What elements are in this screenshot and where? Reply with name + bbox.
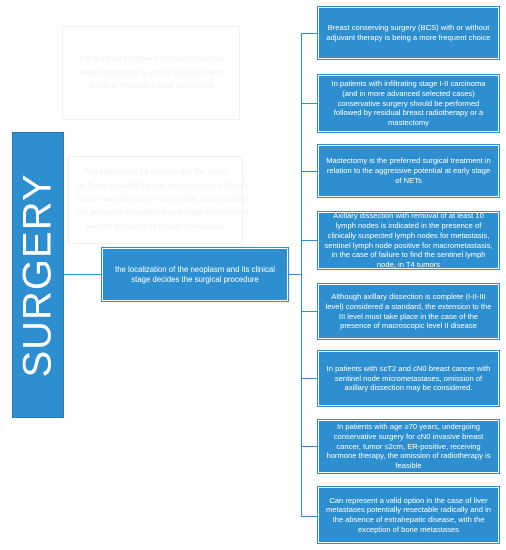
- faded-text-line: and the presence of distant metastases: [85, 222, 226, 232]
- root-box: [12, 132, 64, 418]
- connector-spine: [301, 33, 302, 517]
- faded-text-line: tumors and depend on tumor size, tumor location,: [77, 194, 254, 204]
- connector-option-2: [301, 103, 318, 104]
- faded-text-line: breast carcinoma is similar to that of other: [76, 67, 226, 77]
- faded-box-2: [68, 156, 254, 244]
- faded-text-line: The surgical treatment of neuroendocrine: [77, 53, 225, 63]
- faded-text-line: forms of invasive breast carcinoma: [89, 81, 213, 91]
- connector-option-5: [301, 311, 318, 312]
- connector-center-to-spine: [288, 274, 302, 275]
- option-box-5: Although axillary dissection is complete (I-II-III level) considered a standard, the extension to the III level must take place in the case of the presence of macroscopic level II disease: [318, 284, 499, 339]
- faded-text-line: the presence of axillary lymph node involvement: [77, 208, 248, 218]
- root-label: SURGERY: [15, 172, 60, 378]
- connector-option-8: [301, 516, 318, 517]
- faded-text-line: The indications for surgery are the same: [83, 167, 228, 176]
- center-box: the localization of the neoplasm and its clinical stage decides the surgical procedure: [102, 248, 288, 301]
- connector-option-3: [301, 171, 318, 172]
- connector-option-6: [301, 378, 318, 379]
- connector-option-7: [301, 446, 318, 447]
- connector-root-to-center: [64, 274, 102, 275]
- option-box-2: In patients with infiltrating stage I-II carcinoma (and in more advanced selected cases) conservative surgery should be performed followed by residual breast radiotherapy or a mastectomy: [318, 75, 499, 132]
- faded-text-line: as those adopted for non neuroendocrine breast: [77, 180, 248, 190]
- faded-box-1: [62, 26, 240, 120]
- option-box-4: Axillary dissection with removal of at least 10 lymph nodes is indicated in the presence of clinically suspected lymph nodes for metastasis, sentinel lymph node positive for macrometastasis, in the case of failure to find the sentinel lymph node, in T4 tumors: [318, 212, 499, 269]
- option-box-1: Breast conserving surgery (BCS) with or without adjuvant therapy is being a more frequent choice: [318, 7, 499, 59]
- option-box-8: Can represent a valid option in the case of liver metastases potentially resectable radically and in the absence of extrahepatic disease, with the exception of bone metastases: [318, 487, 499, 543]
- option-box-7: In patients with age ≥70 years, undergoing conservative surgery for cN0 invasive breast cancer, tumor ≤2cm, ER-positive, receiving hormone therapy, the omission of radiotherapy is feasible: [318, 420, 499, 473]
- connector-option-4: [301, 240, 318, 241]
- connector-option-1: [301, 33, 318, 34]
- option-box-3: Mastectomy is the preferred surgical treatment in relation to the aggressive potential at early stage of NETs: [318, 145, 499, 197]
- option-box-6: In patients with ≤cT2 and cN0 breast cancer with sentinel node micrometastases, omission of axillary dissection may be considered.: [318, 351, 499, 406]
